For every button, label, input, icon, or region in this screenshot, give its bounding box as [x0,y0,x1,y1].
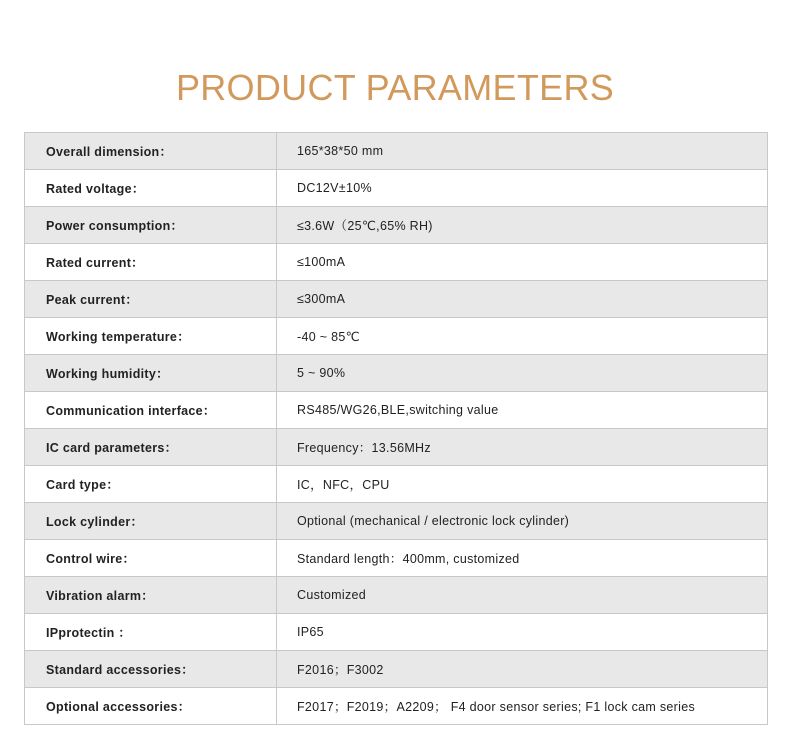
param-row-rated-current [25,244,768,281]
param-label: Power consumption： [25,207,277,244]
param-value: Customized [277,577,768,614]
param-label: Standard accessories： [25,651,277,688]
param-value: 165*38*50 mm [277,133,768,170]
param-value: RS485/WG26,BLE,switching value [277,392,768,429]
param-row-working-humidity [25,355,768,392]
param-label: Vibration alarm： [25,577,277,614]
param-label: Working humidity： [25,355,277,392]
param-value: Frequency：13.56MHz [277,429,768,466]
parameters-table-body [25,133,768,725]
param-row-ic-card-parameters [25,429,768,466]
param-value: ≤100mA [277,244,768,281]
param-value: DC12V±10% [277,170,768,207]
param-value: F2017；F2019；A2209； F4 door sensor series; F1 lock cam series [277,688,768,725]
param-value: F2016；F3002 [277,651,768,688]
param-value: Optional (mechanical / electronic lock cylinder) [277,503,768,540]
param-value: Standard length：400mm, customized [277,540,768,577]
param-label: Peak current： [25,281,277,318]
param-label: IPprotectin ： [25,614,277,651]
param-value: ≤300mA [277,281,768,318]
page-title: PRODUCT PARAMETERS [175,67,615,109]
param-label: Working temperature： [25,318,277,355]
param-label: Card type： [25,466,277,503]
param-row-ip-protection [25,614,768,651]
param-label: Communication interface： [25,392,277,429]
param-row-optional-accessories [25,688,768,725]
param-row-vibration-alarm [25,577,768,614]
param-row-card-type [25,466,768,503]
param-value: -40 ~ 85℃ [277,318,768,355]
param-value: ≤3.6W（25℃,65% RH) [277,207,768,244]
param-row-working-temperature [25,318,768,355]
param-value: IC，NFC，CPU [277,466,768,503]
param-label: Lock cylinder： [25,503,277,540]
param-value: IP65 [277,614,768,651]
param-row-overall-dimension [25,133,768,170]
param-label: Rated voltage： [25,170,277,207]
param-label: IC card parameters： [25,429,277,466]
param-label: Optional accessories： [25,688,277,725]
param-label: Control wire： [25,540,277,577]
param-value: 5 ~ 90% [277,355,768,392]
param-row-peak-current [25,281,768,318]
param-row-power-consumption [25,207,768,244]
param-row-communication-interface [25,392,768,429]
parameters-table [24,132,768,725]
param-row-lock-cylinder [25,503,768,540]
param-label: Overall dimension： [25,133,277,170]
param-row-standard-accessories [25,651,768,688]
param-label: Rated current： [25,244,277,281]
param-row-rated-voltage [25,170,768,207]
param-row-control-wire [25,540,768,577]
